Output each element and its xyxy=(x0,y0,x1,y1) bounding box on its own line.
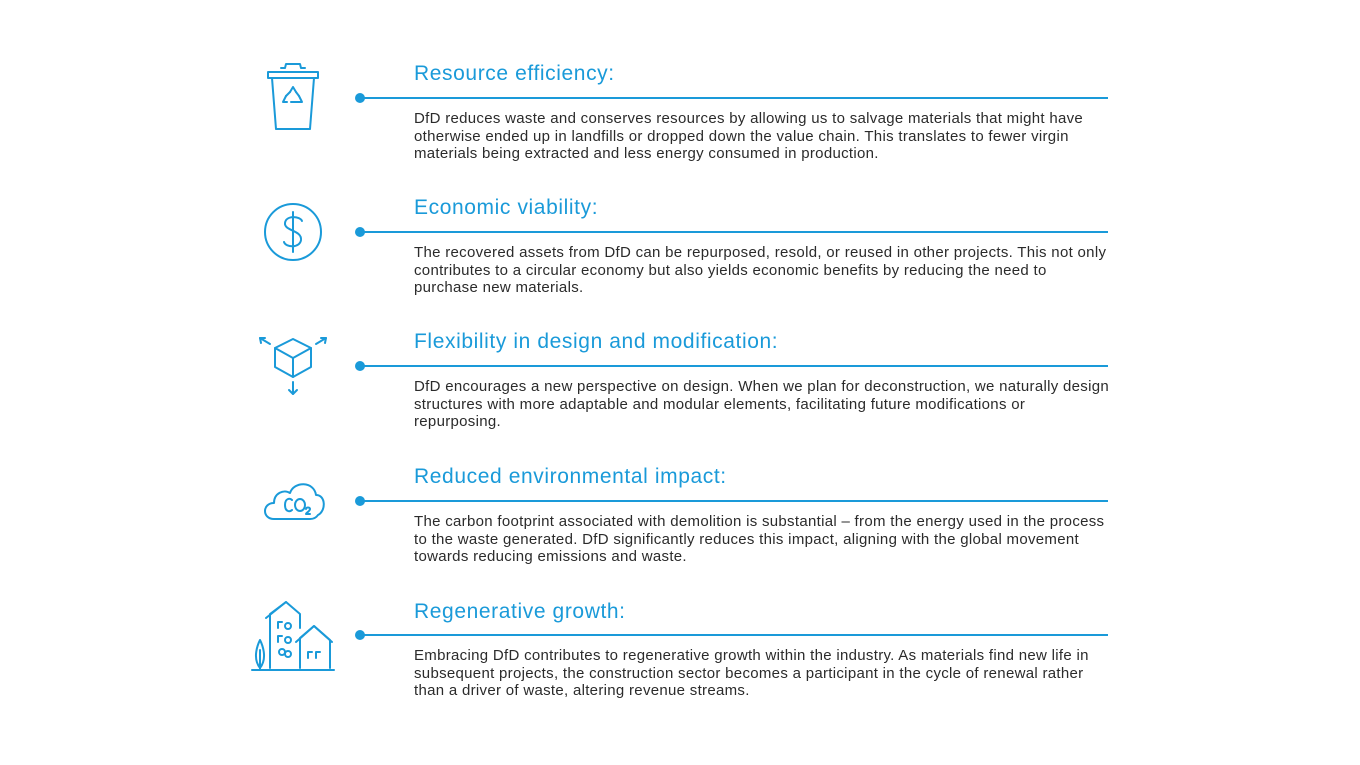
item-title: Economic viability: xyxy=(414,196,599,219)
modular-cube-icon xyxy=(250,332,336,402)
timeline-rule xyxy=(360,231,1108,233)
benefit-item xyxy=(0,196,1360,330)
benefit-item xyxy=(0,465,1360,599)
item-description: Embracing DfD contributes to regenerative growth within the industry. As materials find new life in subsequent projects, the construction sector becomes a participant in the cycle of renewal rather than a driver of waste, altering revenue streams. xyxy=(414,647,1089,699)
benefit-item xyxy=(0,330,1360,464)
timeline-rule xyxy=(360,634,1108,636)
timeline-rule xyxy=(360,97,1108,99)
item-title: Regenerative growth: xyxy=(414,600,626,623)
item-title: Resource efficiency: xyxy=(414,62,615,85)
item-description: The recovered assets from DfD can be repurposed, resold, or reused in other projects. This not only contributes to a circular economy but also yields economic benefits by reducing the need to purchase new materials. xyxy=(414,244,1107,296)
item-description: The carbon footprint associated with demolition is substantial – from the energy used in the process to the waste generated. DfD significantly reduces this impact, aligning with the global movement towards reducing emissions and waste. xyxy=(414,513,1105,565)
benefit-item xyxy=(0,600,1360,734)
green-buildings-icon xyxy=(250,600,336,672)
dollar-icon xyxy=(250,196,336,272)
item-description: DfD encourages a new perspective on design. When we plan for deconstruction, we naturally design structures with more adaptable and modular elements, facilitating future modifications or repurposing. xyxy=(414,378,1110,430)
item-title: Flexibility in design and modification: xyxy=(414,330,779,353)
recycle-bin-icon xyxy=(250,62,336,138)
co2-cloud-icon xyxy=(250,465,336,541)
item-title: Reduced environmental impact: xyxy=(414,465,727,488)
timeline-rule xyxy=(360,365,1108,367)
timeline-rule xyxy=(360,500,1108,502)
benefit-item xyxy=(0,62,1360,196)
item-description: DfD reduces waste and conserves resources by allowing us to salvage materials that might have otherwise ended up in landfills or dropped down the value chain. This translates to fewer virgin materials being extracted and less energy consumed in production. xyxy=(414,110,1084,162)
